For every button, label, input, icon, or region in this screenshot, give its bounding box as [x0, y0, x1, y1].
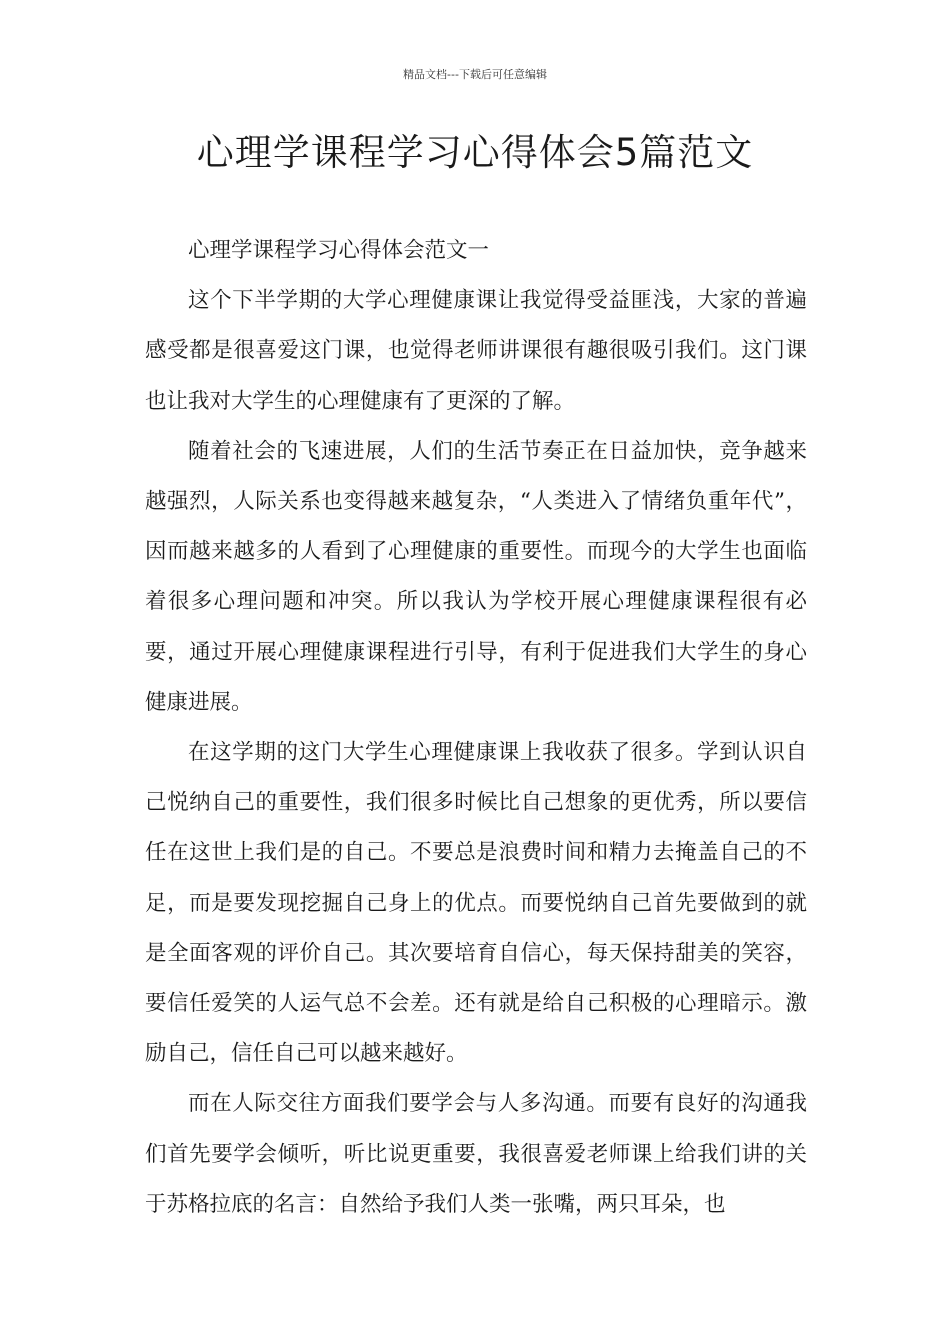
- body-paragraph: 随着社会的飞速进展，人们的生活节奏正在日益加快，竞争越来越强烈，人际关系也变得越来越复杂，“人类进入了情绪负重年代”，因而越来越多的人看到了心理健康的重要性。而现今的大学生也面临着很多心理问题和冲突。所以我认为学校开展心理健康课程很有必要，通过开展心理健康课程进行引导，有利于促进我们大学生的身心健康进展。: [145, 438, 807, 715]
- body-paragraph: 在这学期的这门大学生心理健康课上我收获了很多。学到认识自己悦纳自己的重要性，我们很多时候比自己想象的更优秀，所以要信任在这世上我们是的自己。不要总是浪费时间和精力去掩盖自己的不足，而是要发现挖掘自己身上的优点。而要悦纳自己首先要做到的就是全面客观的评价自己。其次要培育自信心，每天保持甜美的笑容，要信任爱笑的人运气总不会差。还有就是给自己积极的心理暗示。激励自己，信任自己可以越来越好。: [145, 740, 807, 1067]
- document-body: [145, 226, 807, 1230]
- section-heading: 心理学课程学习心得体会范文一: [188, 238, 490, 263]
- body-paragraph: 这个下半学期的大学心理健康课让我觉得受益匪浅，大家的普遍感受都是很喜爱这门课，也觉得老师讲课很有趣很吸引我们。这门课也让我对大学生的心理健康有了更深的了解。: [145, 288, 807, 414]
- header-note: 精品文档---下载后可任意编辑: [403, 68, 547, 81]
- document-title: 心理学课程学习心得体会5篇范文: [196, 131, 754, 174]
- body-paragraph: 而在人际交往方面我们要学会与人多沟通。而要有良好的沟通我们首先要学会倾听，听比说更重要，我很喜爱老师课上给我们讲的关于苏格拉底的名言：自然给予我们人类一张嘴，两只耳朵，也: [145, 1091, 807, 1217]
